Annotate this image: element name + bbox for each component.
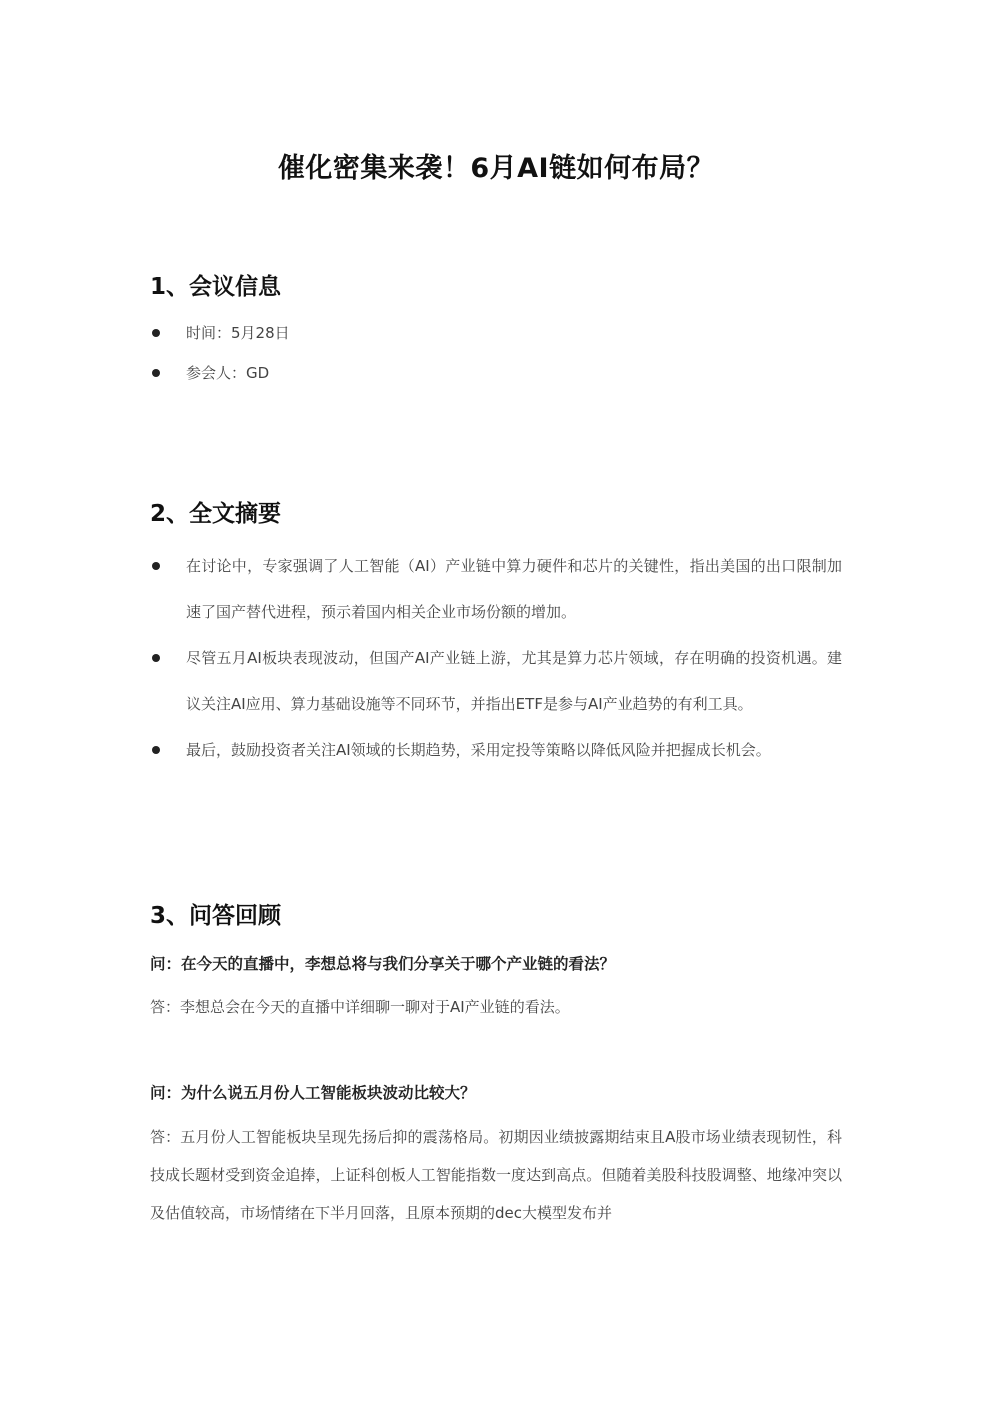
- summary-list: [150, 543, 842, 773]
- list-item: [150, 635, 842, 727]
- qa-question: 问：在今天的直播中，李想总将与我们分享关于哪个产业链的看法？: [150, 955, 616, 973]
- document-title: 催化密集来袭！6月AI链如何布局？: [277, 153, 715, 184]
- list-item: [150, 323, 842, 343]
- bullet-dot-icon: [152, 369, 160, 377]
- bullet-dot-icon: [152, 329, 160, 337]
- bullet-dot-icon: [152, 746, 160, 754]
- list-item: [150, 543, 842, 635]
- meeting-time: 时间：5月28日: [186, 324, 290, 342]
- meeting-attendees: 参会人：GD: [186, 364, 270, 382]
- qa-answer: 答：李想总会在今天的直播中详细聊一聊对于AI产业链的看法。: [150, 998, 570, 1016]
- section-heading-meeting-info: 1、会议信息: [150, 274, 282, 300]
- section-heading-qa: 3、问答回顾: [150, 903, 282, 929]
- list-item: [150, 363, 842, 383]
- list-item: [150, 727, 842, 773]
- bullet-dot-icon: [152, 562, 160, 570]
- summary-paragraph: 最后，鼓励投资者关注AI领域的长期趋势，采用定投等策略以降低风险并把握成长机会。: [186, 741, 771, 759]
- summary-paragraph: 在讨论中，专家强调了人工智能（AI）产业链中算力硬件和芯片的关键性，指出美国的出口限制加速了国产替代进程，预示着国内相关企业市场份额的增加。: [186, 557, 842, 621]
- section-heading-summary: 2、全文摘要: [150, 501, 282, 527]
- summary-paragraph: 尽管五月AI板块表现波动，但国产AI产业链上游，尤其是算力芯片领域，存在明确的投资机遇。建议关注AI应用、算力基础设施等不同环节，并指出ETF是参与AI产业趋势的有利工具。: [186, 649, 842, 713]
- meeting-info-list: [150, 323, 842, 403]
- bullet-dot-icon: [152, 654, 160, 662]
- qa-question: 问：为什么说五月份人工智能板块波动比较大？: [150, 1084, 476, 1102]
- qa-answer: 答：五月份人工智能板块呈现先扬后抑的震荡格局。初期因业绩披露期结束且A股市场业绩表现韧性，科技成长题材受到资金追捧，上证科创板人工智能指数一度达到高点。但随着美股科技股调整、地缘冲突以及估值较高，市场情绪在下半月回落，且原本预期的dec大模型发布并: [150, 1128, 842, 1222]
